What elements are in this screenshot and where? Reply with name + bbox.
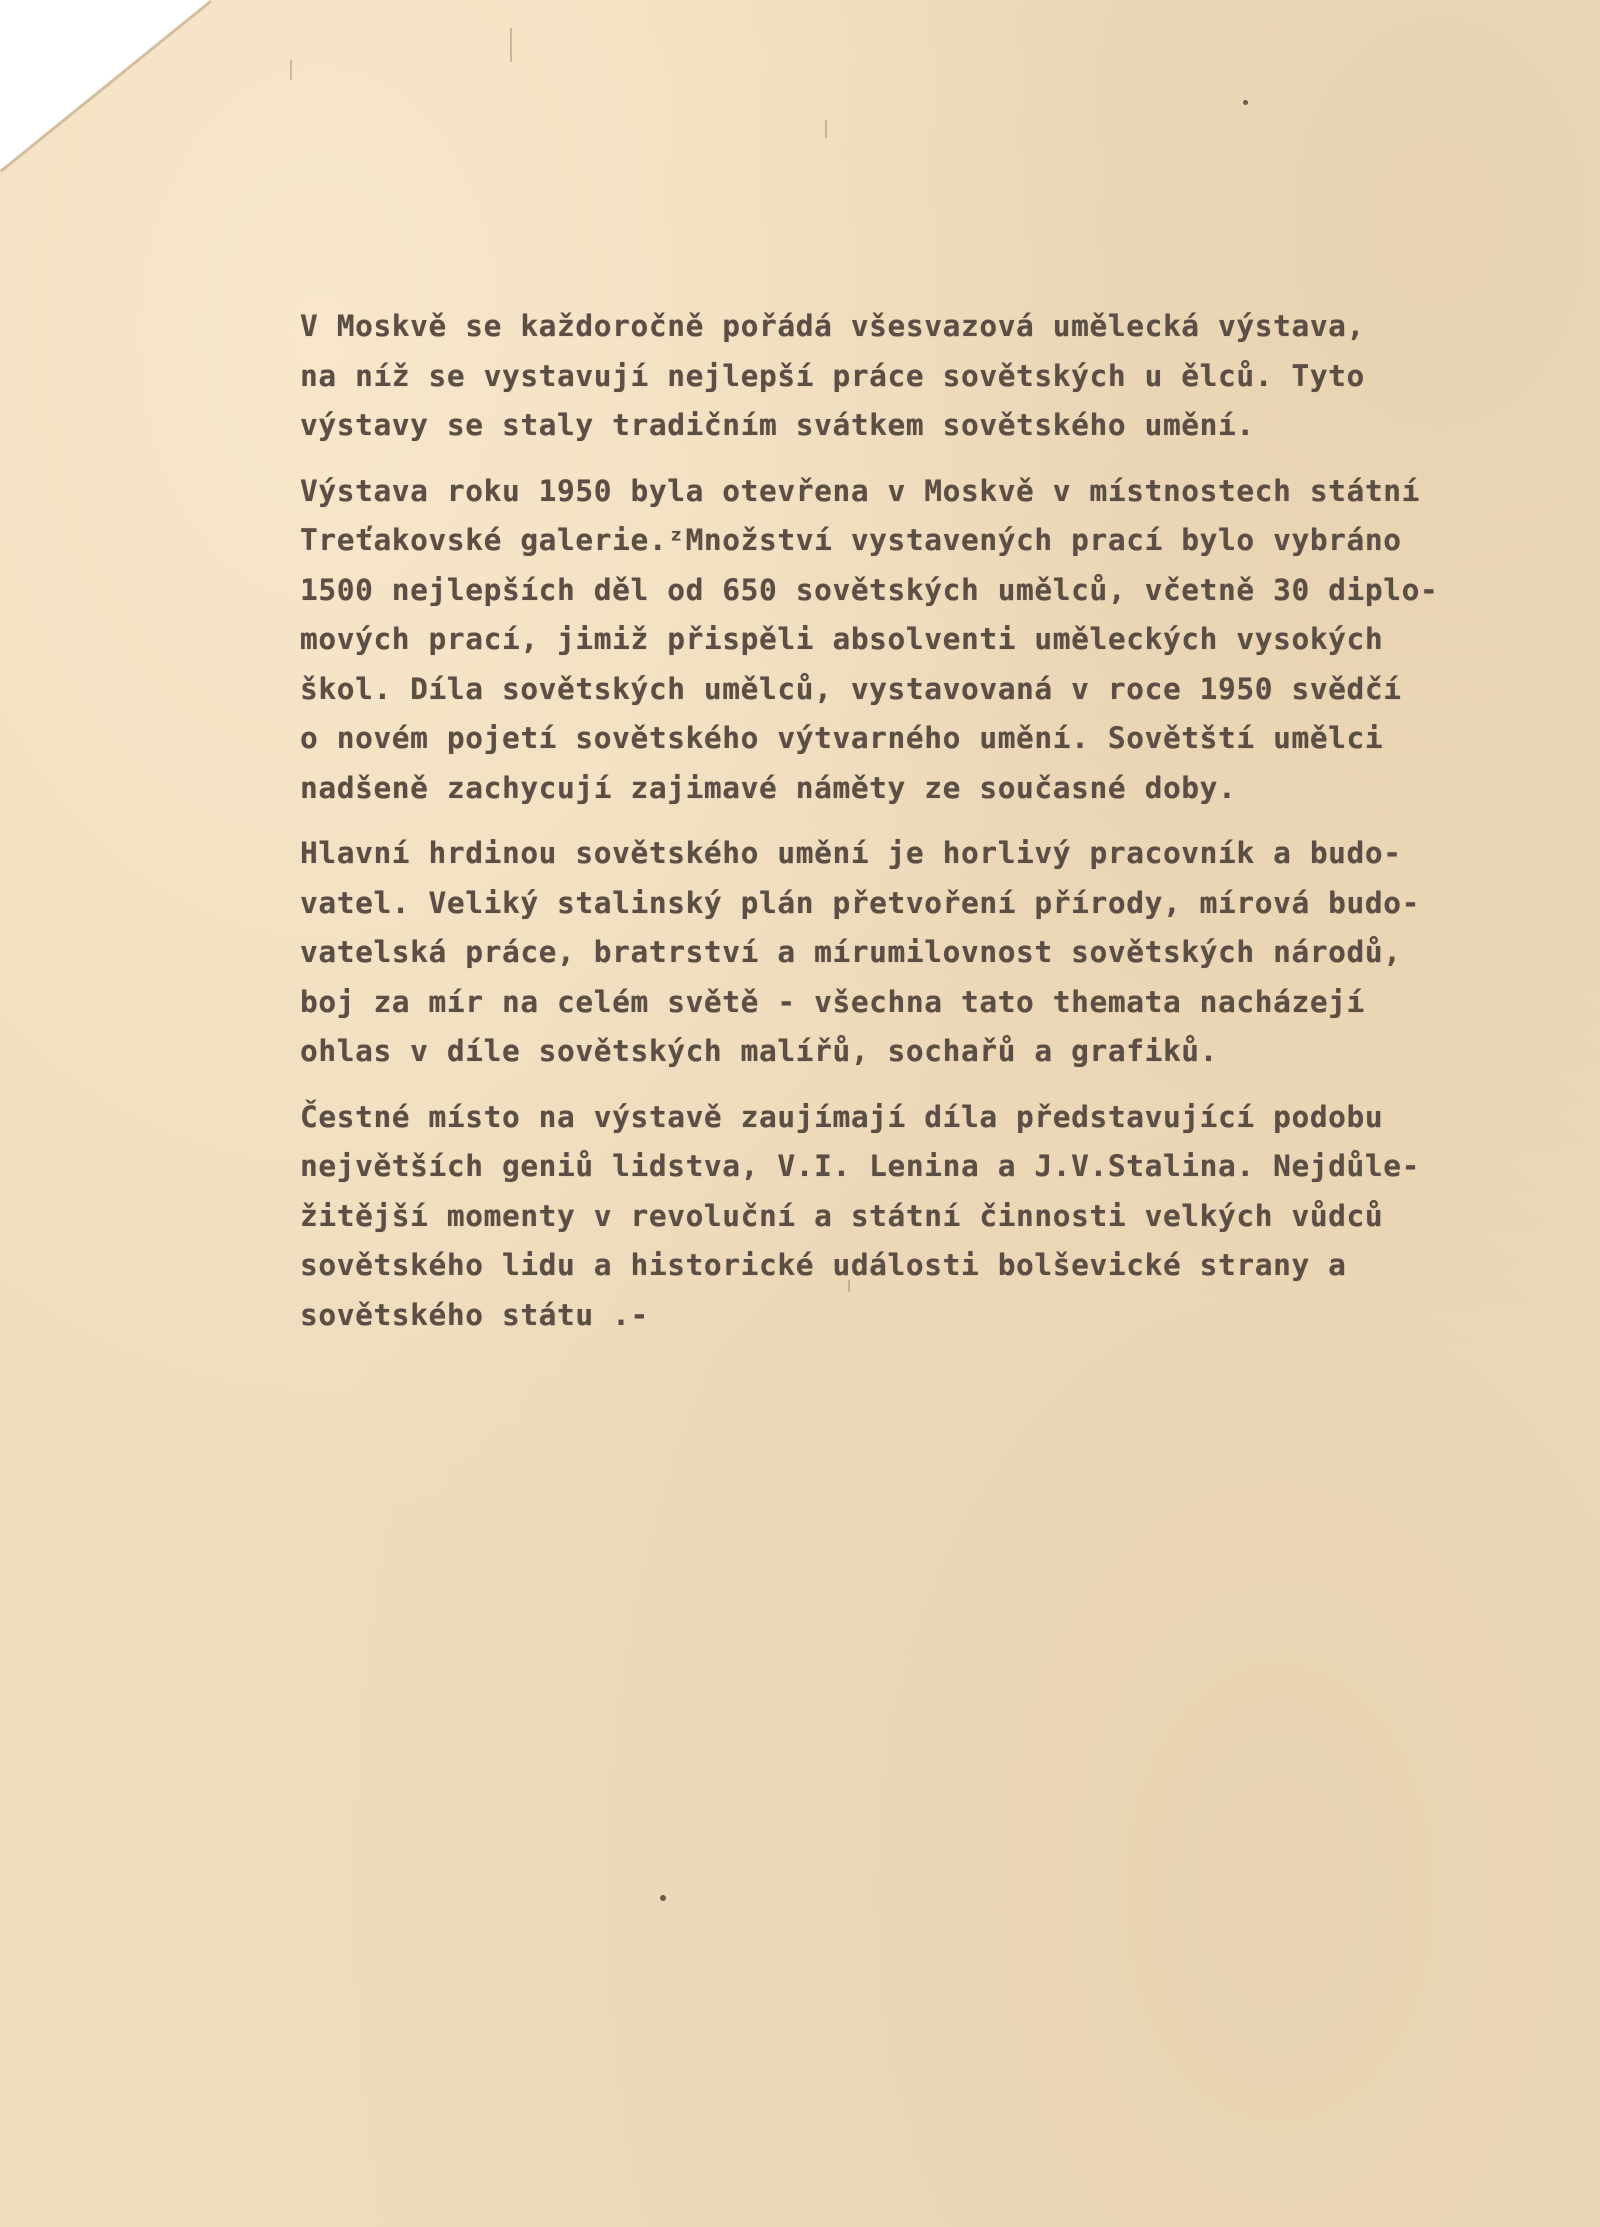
- text-line: boj za mír na celém světě - všechna tato themata nacházejí: [300, 984, 1365, 1019]
- paragraph-1: [300, 302, 1520, 451]
- text-line: největších geniů lidstva, V.I. Lenina a J.V.Stalina. Nejdůle-: [300, 1149, 1420, 1183]
- paper-speck: [1243, 100, 1248, 105]
- text-line: sovětského státu .-: [300, 1297, 649, 1332]
- text-line: Treťakovské galerie.ᶻMnožství vystavených prací bylo vybráno: [300, 523, 1402, 557]
- text-line: žitější momenty v revoluční a státní činnosti velkých vůdců: [300, 1198, 1384, 1233]
- paragraph-2: [300, 467, 1520, 814]
- text-line: V Moskvě se každoročně pořádá všesvazová umělecká výstava,: [300, 309, 1365, 343]
- typewritten-text: [300, 302, 1520, 1356]
- paper-speck: [660, 1895, 666, 1901]
- text-line: vatel. Veliký stalinský plán přetvoření přírody, mírová budo-: [300, 885, 1420, 920]
- text-line: výstavy se staly tradičním svátkem sovětského umění.: [300, 408, 1255, 442]
- paragraph-3: [300, 829, 1520, 1077]
- paper-crease-mark: [290, 60, 292, 80]
- paragraph-4: [300, 1093, 1520, 1341]
- paper-crease-mark: [825, 120, 827, 138]
- text-line: sovětského lidu a historické události bolševické strany a: [300, 1248, 1347, 1282]
- text-line: o novém pojetí sovětského výtvarného umění. Sovětští umělci: [300, 721, 1384, 755]
- text-line: 1500 nejlepších děl od 650 sovětských umělců, včetně 30 diplo-: [300, 572, 1439, 607]
- text-line: Výstava roku 1950 byla otevřena v Moskvě v místnostech státní: [300, 473, 1420, 508]
- text-line: škol. Díla sovětských umělců, vystavovaná v roce 1950 svědčí: [300, 671, 1402, 706]
- paper-crease-mark: [510, 28, 512, 62]
- text-line: Čestné místo na výstavě zaujímají díla představující podobu: [300, 1099, 1384, 1134]
- text-line: ohlas v díle sovětských malířů, sochařů a grafiků.: [300, 1034, 1219, 1068]
- text-line: nadšeně zachycují zajimavé náměty ze současné doby.: [300, 770, 1237, 805]
- text-line: vatelská práce, bratrství a mírumilovnost sovětských národů,: [300, 935, 1402, 969]
- text-line: Hlavní hrdinou sovětského umění je horlivý pracovník a budo-: [300, 836, 1402, 870]
- text-line: na níž se vystavují nejlepší práce sovětských u ělců. Tyto: [300, 358, 1365, 393]
- text-line: mových prací, jimiž přispěli absolventi uměleckých vysokých: [300, 622, 1384, 656]
